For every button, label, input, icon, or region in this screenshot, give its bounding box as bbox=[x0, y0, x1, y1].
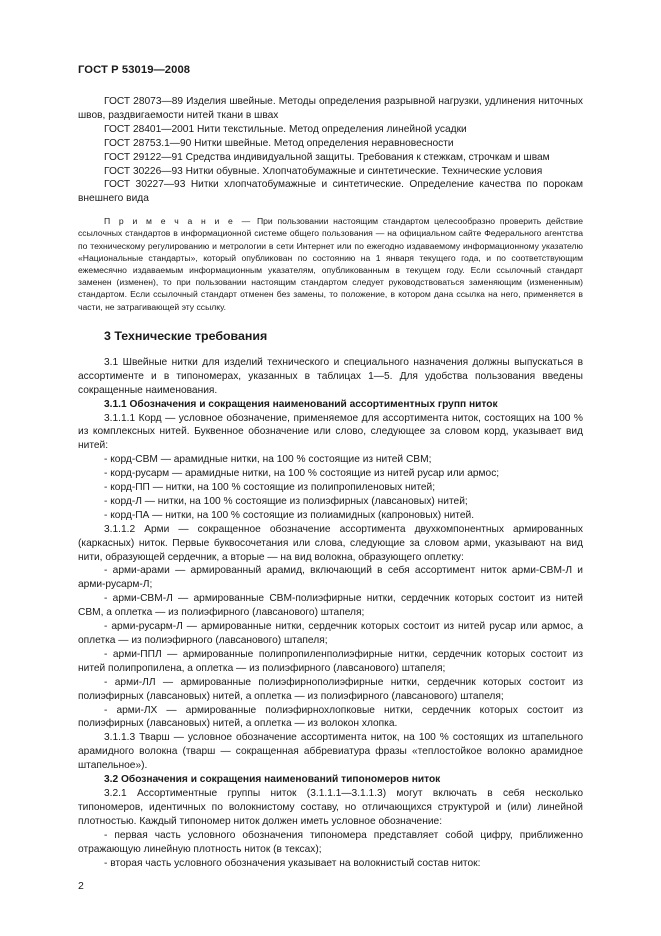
list-item: - корд-СВМ — арамидные нитки, на 100 % состоящие из нитей СВМ; bbox=[104, 454, 432, 466]
reference-item: ГОСТ 28753.1—90 Нитки швейные. Метод определения неравновесности bbox=[104, 137, 454, 149]
list-item: - арми-СВМ-Л — армированные СВМ-полиэфирные нитки, сердечник которых состоит из нитей СВМ, а оплетка — из полиэфирного (лавсанового) штапеля; bbox=[78, 593, 583, 619]
reference-item: ГОСТ 30227—93 Нитки хлопчатобумажные и синтетические. Определение качества по порокам внешнего вида bbox=[78, 179, 583, 205]
note-paragraph bbox=[78, 215, 583, 313]
section-body bbox=[78, 356, 583, 871]
list-item: - арми-ЛХ — армированные полиэфирнохлопковые нитки, сердечник которых состоит из полиэфирных (лавсановых) нитей, а оплетка — из волокон хлопка. bbox=[78, 704, 583, 730]
page-content bbox=[78, 95, 583, 870]
paragraph-3-1-1-1: 3.1.1.1 Корд — условное обозначение, применяемое для ассортимента ниток, состоящих на 100 % из комплексных нитей. Буквенное обозначение или слово, следующее за словом корд, указывает вид нитей: bbox=[78, 412, 583, 452]
list-item: - первая часть условного обозначения типономера представляет собой цифру, приближенно отражающую линейную плотность ниток (в тексах); bbox=[78, 829, 583, 855]
reference-item: ГОСТ 28401—2001 Нити текстильные. Метод определения линейной усадки bbox=[104, 123, 467, 135]
paragraph-3-1-1-3: 3.1.1.3 Тварш — условное обозначение ассортимента ниток, на 100 % состоящих из штапельного арамидного волокна (тварш — сокращенная аббревиатура фразы «теплостойкое волокно арамидное штапельное»). bbox=[78, 732, 583, 772]
paragraph-3-1-1-2: 3.1.1.2 Арми — сокращенное обозначение ассортимента двухкомпонентных армированных (каркасных) ниток. Первые буквосочетания или слова, следующие за словом арми, указывают на вид нити, образующей сердечник, а вторые — на вид волокна, образующего оплетку: bbox=[78, 523, 583, 563]
subheading-3-2: 3.2 Обозначения и сокращения наименований типономеров ниток bbox=[104, 774, 441, 786]
list-item: - корд-ПП — нитки, на 100 % состоящие из полипропиленовых нитей; bbox=[104, 482, 436, 494]
subheading-3-1-1: 3.1.1 Обозначения и сокращения наименований ассортиментных групп ниток bbox=[104, 398, 498, 410]
reference-item: ГОСТ 30226—93 Нитки обувные. Хлопчатобумажные и синтетические. Технические условия bbox=[104, 165, 543, 177]
paragraph-3-1: 3.1 Швейные нитки для изделий технического и специального назначения должны выпускаться в ассортименте и в типономерах, указанных в таблицах 1—5. Для удобства пользования введены сокращенные наименования. bbox=[78, 356, 583, 396]
list-item: - арми-ППЛ — армированные полипропиленполиэфирные нитки, сердечник которых состоит из нитей полипропилена, а оплетка — из полиэфирного (лавсанового) штапеля; bbox=[78, 648, 583, 674]
reference-item: ГОСТ 29122—91 Средства индивидуальной защиты. Требования к стежкам, строчкам и швам bbox=[104, 151, 550, 163]
list-item: - арми-арами — армированный арамид, включающий в себя ассортимент ниток арми-СВМ-Л и арми-русарм-Л; bbox=[78, 565, 583, 591]
normative-references-list bbox=[78, 95, 583, 206]
note-text: При пользовании настоящим стандартом целесообразно проверить действие ссылочных стандартов в информационной системе общего пользования — на официальном сайте Федерального агентства по техническому регулированию и метрологии в сети Интернет или по ежегодно издаваемому информационному указателю «Национальные стандарты», который опубликован по состоянию на 1 января текущего года, и по соответствующим ежемесячно издаваемым информационным указателям, опубликованным в текущем году. Если ссылочный стандарт заменен (изменен), то при пользовании настоящим стандартом следует руководствоваться заменяющим (измененным) стандартом. Если ссылочный стандарт отменен без замены, то положение, в котором дана ссылка на него, применяется в части, не затрагивающей эту ссылку. bbox=[78, 216, 584, 312]
paragraph-3-2-1: 3.2.1 Ассортиментные группы ниток (3.1.1.1—3.1.1.3) могут включать в себя несколько типономеров, идентичных по волокнистому составу, но отличающихся структурой и (или) линейной плотностью. Каждый типономер ниток должен иметь условное обозначение: bbox=[78, 787, 583, 827]
note-label: П р и м е ч а н и е — bbox=[104, 216, 253, 227]
list-item: - вторая часть условного обозначения указывает на волокнистый состав ниток: bbox=[104, 857, 481, 869]
document-header: ГОСТ Р 53019—2008 bbox=[78, 64, 191, 76]
list-item: - корд-Л — нитки, на 100 % состоящие из полиэфирных (лавсановых) нитей; bbox=[104, 495, 468, 507]
list-item: - корд-русарм — арамидные нитки, на 100 % состоящие из нитей русар или армос; bbox=[104, 468, 500, 480]
section-title: 3 Технические требования bbox=[104, 328, 268, 343]
list-item: - корд-ПА — нитки, на 100 % состоящие из полиамидных (капроновых) нитей. bbox=[104, 509, 475, 521]
reference-item: ГОСТ 28073—89 Изделия швейные. Методы определения разрывной нагрузки, удлинения ниточных швов, раздвигаемости нитей ткани в швах bbox=[78, 96, 583, 121]
list-item: - арми-русарм-Л — армированные нитки, сердечник которых состоит из нитей русар или армос, а оплетка — из полиэфирного (лавсанового) штапеля; bbox=[78, 621, 583, 646]
list-item: - арми-ЛЛ — армированные полиэфирнополиэфирные нитки, сердечник которых состоит из полиэфирных (лавсановых) нитей, а оплетка — из полиэфирного (лавсанового) штапеля; bbox=[78, 676, 583, 702]
page-number: 2 bbox=[78, 880, 84, 892]
